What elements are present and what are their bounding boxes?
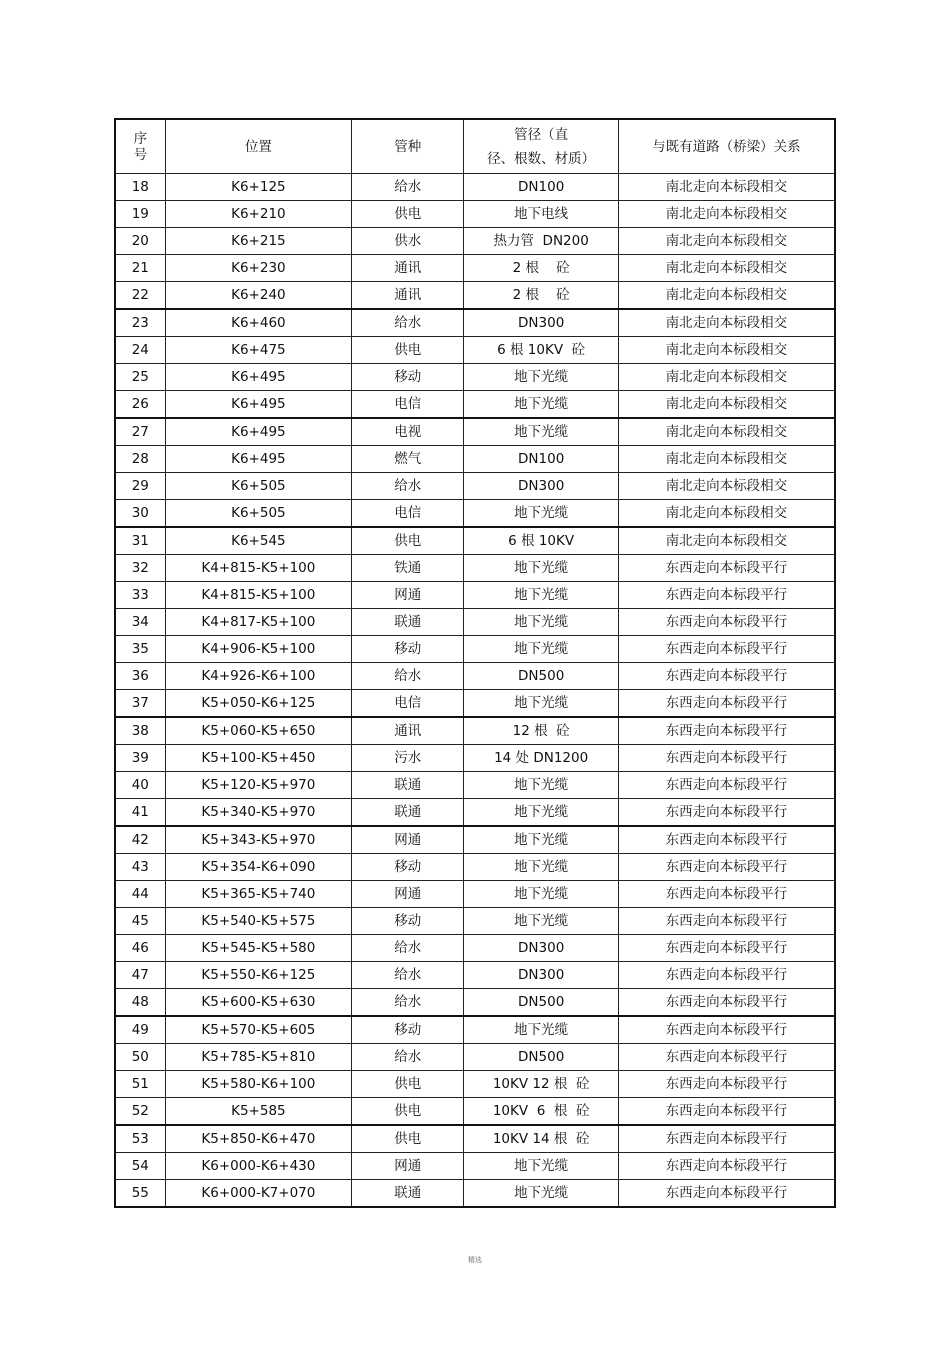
header-pipe-spec: 管径（直 径、根数、材质） [464, 119, 618, 174]
cell-relation: 东西走向本标段平行 [618, 745, 835, 772]
cell-location: K5+340-K5+970 [165, 799, 352, 827]
cell-pipe-type: 电信 [352, 391, 464, 419]
cell-pipe-spec: 地下光缆 [464, 555, 618, 582]
cell-pipe-type: 通讯 [352, 282, 464, 310]
cell-pipe-type: 给水 [352, 473, 464, 500]
cell-pipe-type: 供电 [352, 1125, 464, 1153]
cell-pipe-type: 供电 [352, 1098, 464, 1126]
cell-location: K6+240 [165, 282, 352, 310]
cell-index: 53 [115, 1125, 165, 1153]
table-body [115, 119, 835, 1207]
cell-pipe-spec: 地下电线 [464, 201, 618, 228]
cell-relation: 东西走向本标段平行 [618, 1071, 835, 1098]
cell-location: K5+120-K5+970 [165, 772, 352, 799]
cell-location: K5+540-K5+575 [165, 908, 352, 935]
cell-pipe-type: 电信 [352, 690, 464, 718]
cell-pipe-type: 网通 [352, 826, 464, 854]
cell-pipe-type: 供电 [352, 1071, 464, 1098]
header-location: 位置 [165, 119, 352, 174]
table-row [115, 989, 835, 1017]
cell-relation: 东西走向本标段平行 [618, 1125, 835, 1153]
cell-pipe-spec: 10KV 12 根 砼 [464, 1071, 618, 1098]
cell-relation: 南北走向本标段相交 [618, 418, 835, 446]
table-row [115, 826, 835, 854]
cell-location: K4+815-K5+100 [165, 555, 352, 582]
cell-index: 40 [115, 772, 165, 799]
header-index: 序 号 [115, 119, 165, 174]
cell-location: K5+354-K6+090 [165, 854, 352, 881]
cell-index: 22 [115, 282, 165, 310]
cell-index: 52 [115, 1098, 165, 1126]
cell-location: K5+365-K5+740 [165, 881, 352, 908]
cell-pipe-spec: 14 处 DN1200 [464, 745, 618, 772]
cell-index: 21 [115, 255, 165, 282]
cell-pipe-spec: 地下光缆 [464, 826, 618, 854]
table-row [115, 446, 835, 473]
cell-pipe-spec: DN100 [464, 446, 618, 473]
cell-location: K5+585 [165, 1098, 352, 1126]
cell-index: 38 [115, 717, 165, 745]
cell-pipe-spec: 地下光缆 [464, 364, 618, 391]
cell-relation: 东西走向本标段平行 [618, 935, 835, 962]
cell-relation: 南北走向本标段相交 [618, 228, 835, 255]
cell-relation: 东西走向本标段平行 [618, 663, 835, 690]
cell-pipe-type: 给水 [352, 989, 464, 1017]
cell-pipe-type: 给水 [352, 174, 464, 201]
cell-location: K5+580-K6+100 [165, 1071, 352, 1098]
cell-index: 20 [115, 228, 165, 255]
cell-pipe-type: 网通 [352, 1153, 464, 1180]
cell-pipe-type: 网通 [352, 582, 464, 609]
cell-relation: 东西走向本标段平行 [618, 1098, 835, 1126]
cell-relation: 东西走向本标段平行 [618, 1180, 835, 1208]
table-row [115, 609, 835, 636]
cell-relation: 东西走向本标段平行 [618, 1153, 835, 1180]
table-row [115, 881, 835, 908]
cell-pipe-spec: 地下光缆 [464, 690, 618, 718]
table-row [115, 255, 835, 282]
table-row [115, 527, 835, 555]
cell-index: 50 [115, 1044, 165, 1071]
cell-relation: 东西走向本标段平行 [618, 908, 835, 935]
table-row [115, 1016, 835, 1044]
table-row [115, 962, 835, 989]
cell-location: K5+343-K5+970 [165, 826, 352, 854]
cell-pipe-spec: 地下光缆 [464, 582, 618, 609]
table-row [115, 337, 835, 364]
cell-location: K5+550-K6+125 [165, 962, 352, 989]
cell-pipe-spec: DN300 [464, 935, 618, 962]
table-row [115, 1071, 835, 1098]
cell-index: 37 [115, 690, 165, 718]
table-row [115, 935, 835, 962]
cell-location: K5+060-K5+650 [165, 717, 352, 745]
table-row [115, 1153, 835, 1180]
cell-index: 41 [115, 799, 165, 827]
table-row [115, 1098, 835, 1126]
table-row [115, 309, 835, 337]
cell-location: K4+815-K5+100 [165, 582, 352, 609]
cell-index: 42 [115, 826, 165, 854]
cell-relation: 东西走向本标段平行 [618, 717, 835, 745]
cell-location: K6+505 [165, 473, 352, 500]
cell-index: 24 [115, 337, 165, 364]
cell-relation: 东西走向本标段平行 [618, 1016, 835, 1044]
cell-pipe-type: 供电 [352, 201, 464, 228]
cell-index: 44 [115, 881, 165, 908]
cell-index: 29 [115, 473, 165, 500]
cell-pipe-type: 给水 [352, 663, 464, 690]
table-row [115, 690, 835, 718]
cell-pipe-type: 移动 [352, 636, 464, 663]
table-row [115, 636, 835, 663]
cell-location: K4+817-K5+100 [165, 609, 352, 636]
cell-location: K6+495 [165, 391, 352, 419]
cell-location: K6+210 [165, 201, 352, 228]
cell-pipe-spec: DN500 [464, 989, 618, 1017]
cell-location: K6+230 [165, 255, 352, 282]
cell-location: K6+460 [165, 309, 352, 337]
cell-pipe-spec: 地下光缆 [464, 418, 618, 446]
cell-relation: 南北走向本标段相交 [618, 337, 835, 364]
cell-index: 19 [115, 201, 165, 228]
cell-index: 45 [115, 908, 165, 935]
cell-pipe-type: 电信 [352, 500, 464, 528]
cell-pipe-spec: 10KV 14 根 砼 [464, 1125, 618, 1153]
cell-index: 18 [115, 174, 165, 201]
cell-pipe-type: 联通 [352, 609, 464, 636]
table-row [115, 500, 835, 528]
cell-location: K6+505 [165, 500, 352, 528]
cell-pipe-spec: 地下光缆 [464, 500, 618, 528]
cell-location: K6+475 [165, 337, 352, 364]
cell-relation: 东西走向本标段平行 [618, 826, 835, 854]
pipeline-table [114, 118, 836, 1208]
cell-pipe-spec: 地下光缆 [464, 1153, 618, 1180]
cell-location: K6+000-K6+430 [165, 1153, 352, 1180]
cell-relation: 东西走向本标段平行 [618, 555, 835, 582]
cell-pipe-type: 联通 [352, 799, 464, 827]
table-row [115, 663, 835, 690]
table-row [115, 1180, 835, 1208]
cell-index: 36 [115, 663, 165, 690]
cell-pipe-spec: 地下光缆 [464, 854, 618, 881]
table-row [115, 391, 835, 419]
table-row [115, 364, 835, 391]
cell-location: K6+495 [165, 418, 352, 446]
cell-pipe-spec: 6 根 10KV [464, 527, 618, 555]
cell-pipe-type: 联通 [352, 772, 464, 799]
cell-pipe-spec: DN500 [464, 1044, 618, 1071]
cell-index: 49 [115, 1016, 165, 1044]
cell-relation: 南北走向本标段相交 [618, 446, 835, 473]
cell-relation: 东西走向本标段平行 [618, 609, 835, 636]
cell-pipe-type: 给水 [352, 935, 464, 962]
cell-relation: 东西走向本标段平行 [618, 636, 835, 663]
cell-pipe-type: 电视 [352, 418, 464, 446]
cell-relation: 东西走向本标段平行 [618, 799, 835, 827]
cell-pipe-type: 移动 [352, 854, 464, 881]
table-row [115, 555, 835, 582]
cell-location: K5+785-K5+810 [165, 1044, 352, 1071]
cell-pipe-spec: 地下光缆 [464, 799, 618, 827]
cell-index: 25 [115, 364, 165, 391]
cell-relation: 东西走向本标段平行 [618, 881, 835, 908]
cell-relation: 南北走向本标段相交 [618, 201, 835, 228]
table-row [115, 418, 835, 446]
cell-location: K6+000-K7+070 [165, 1180, 352, 1208]
cell-index: 39 [115, 745, 165, 772]
cell-relation: 南北走向本标段相交 [618, 255, 835, 282]
table-row [115, 745, 835, 772]
cell-pipe-type: 通讯 [352, 255, 464, 282]
cell-relation: 南北走向本标段相交 [618, 364, 835, 391]
page-footer: 精选 [468, 1256, 482, 1264]
cell-pipe-type: 燃气 [352, 446, 464, 473]
cell-pipe-type: 供电 [352, 337, 464, 364]
cell-index: 54 [115, 1153, 165, 1180]
table-row [115, 1044, 835, 1071]
cell-pipe-spec: 地下光缆 [464, 1180, 618, 1208]
cell-pipe-type: 给水 [352, 1044, 464, 1071]
cell-index: 51 [115, 1071, 165, 1098]
cell-pipe-type: 移动 [352, 1016, 464, 1044]
cell-pipe-type: 通讯 [352, 717, 464, 745]
cell-relation: 南北走向本标段相交 [618, 282, 835, 310]
cell-pipe-type: 铁通 [352, 555, 464, 582]
cell-pipe-spec: DN300 [464, 962, 618, 989]
cell-pipe-type: 网通 [352, 881, 464, 908]
cell-pipe-type: 给水 [352, 962, 464, 989]
cell-relation: 南北走向本标段相交 [618, 473, 835, 500]
cell-pipe-type: 给水 [352, 309, 464, 337]
cell-pipe-spec: 热力管 DN200 [464, 228, 618, 255]
cell-index: 31 [115, 527, 165, 555]
cell-location: K5+850-K6+470 [165, 1125, 352, 1153]
header-pipe-type: 管种 [352, 119, 464, 174]
cell-relation: 东西走向本标段平行 [618, 989, 835, 1017]
table-row [115, 854, 835, 881]
cell-pipe-spec: 地下光缆 [464, 772, 618, 799]
cell-relation: 南北走向本标段相交 [618, 391, 835, 419]
cell-pipe-spec: 10KV 6 根 砼 [464, 1098, 618, 1126]
cell-index: 33 [115, 582, 165, 609]
cell-pipe-spec: DN300 [464, 473, 618, 500]
cell-index: 26 [115, 391, 165, 419]
cell-relation: 南北走向本标段相交 [618, 309, 835, 337]
header-relation: 与既有道路（桥梁）关系 [618, 119, 835, 174]
cell-relation: 南北走向本标段相交 [618, 174, 835, 201]
cell-index: 23 [115, 309, 165, 337]
cell-pipe-spec: 地下光缆 [464, 636, 618, 663]
cell-location: K5+050-K6+125 [165, 690, 352, 718]
cell-pipe-spec: 12 根 砼 [464, 717, 618, 745]
cell-index: 43 [115, 854, 165, 881]
cell-relation: 南北走向本标段相交 [618, 527, 835, 555]
cell-pipe-spec: 地下光缆 [464, 908, 618, 935]
cell-index: 35 [115, 636, 165, 663]
cell-index: 30 [115, 500, 165, 528]
cell-pipe-spec: 2 根 砼 [464, 255, 618, 282]
cell-location: K5+545-K5+580 [165, 935, 352, 962]
cell-pipe-spec: 地下光缆 [464, 881, 618, 908]
cell-location: K6+545 [165, 527, 352, 555]
cell-location: K5+600-K5+630 [165, 989, 352, 1017]
cell-relation: 东西走向本标段平行 [618, 1044, 835, 1071]
cell-pipe-type: 移动 [352, 908, 464, 935]
table-row [115, 582, 835, 609]
table-row [115, 228, 835, 255]
table-row [115, 772, 835, 799]
cell-pipe-spec: DN300 [464, 309, 618, 337]
cell-pipe-spec: 6 根 10KV 砼 [464, 337, 618, 364]
cell-location: K6+125 [165, 174, 352, 201]
cell-pipe-spec: 2 根 砼 [464, 282, 618, 310]
cell-pipe-spec: 地下光缆 [464, 609, 618, 636]
cell-relation: 东西走向本标段平行 [618, 690, 835, 718]
cell-relation: 东西走向本标段平行 [618, 582, 835, 609]
cell-location: K4+926-K6+100 [165, 663, 352, 690]
table-row [115, 282, 835, 310]
cell-pipe-type: 供电 [352, 527, 464, 555]
cell-location: K5+100-K5+450 [165, 745, 352, 772]
cell-pipe-type: 供水 [352, 228, 464, 255]
cell-index: 28 [115, 446, 165, 473]
header-row [115, 119, 835, 174]
cell-index: 48 [115, 989, 165, 1017]
cell-pipe-spec: 地下光缆 [464, 1016, 618, 1044]
cell-pipe-type: 联通 [352, 1180, 464, 1208]
cell-pipe-spec: DN100 [464, 174, 618, 201]
table-row [115, 174, 835, 201]
table-row [115, 1125, 835, 1153]
table-row [115, 201, 835, 228]
cell-index: 34 [115, 609, 165, 636]
cell-location: K6+495 [165, 446, 352, 473]
cell-pipe-spec: DN500 [464, 663, 618, 690]
cell-index: 27 [115, 418, 165, 446]
cell-location: K5+570-K5+605 [165, 1016, 352, 1044]
cell-pipe-spec: 地下光缆 [464, 391, 618, 419]
table-row [115, 799, 835, 827]
cell-index: 47 [115, 962, 165, 989]
cell-index: 32 [115, 555, 165, 582]
cell-pipe-type: 污水 [352, 745, 464, 772]
cell-index: 46 [115, 935, 165, 962]
table-row [115, 473, 835, 500]
cell-location: K4+906-K5+100 [165, 636, 352, 663]
cell-location: K6+215 [165, 228, 352, 255]
table-row [115, 717, 835, 745]
cell-relation: 东西走向本标段平行 [618, 854, 835, 881]
cell-relation: 东西走向本标段平行 [618, 962, 835, 989]
cell-relation: 东西走向本标段平行 [618, 772, 835, 799]
cell-location: K6+495 [165, 364, 352, 391]
cell-pipe-type: 移动 [352, 364, 464, 391]
cell-relation: 南北走向本标段相交 [618, 500, 835, 528]
cell-index: 55 [115, 1180, 165, 1208]
table-row [115, 908, 835, 935]
